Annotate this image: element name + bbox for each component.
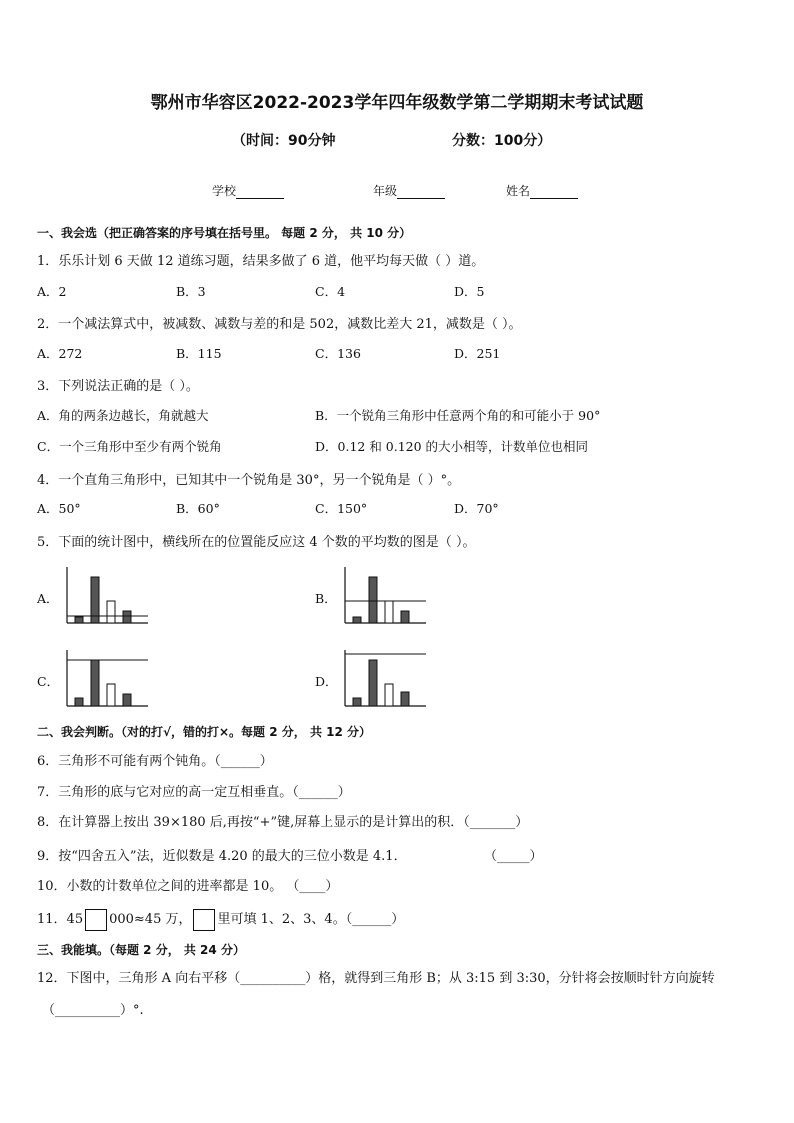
question-9: 9．按“四舍五入”法，近似数是 4.20 的最大的三位小数是 4.1． — [37, 849, 407, 864]
chart-b-bar-3 — [385, 601, 393, 623]
grade-blank[interactable] — [397, 186, 445, 199]
question-2: 2．一个减法算式中，被减数、减数与差的和是 502，减数比差大 21，减数是（ ）。 — [37, 317, 522, 332]
name-label: 姓名 — [506, 184, 531, 198]
q3-option-d[interactable]: D．0.12 和 0.120 的大小相等，计数单位也相同 — [315, 439, 589, 454]
q5-option-c[interactable]: C． — [37, 674, 60, 689]
q5-option-d[interactable]: D． — [315, 674, 338, 689]
chart-b-bar-2 — [369, 577, 377, 623]
q5-chart-b — [340, 565, 428, 625]
grade-field[interactable] — [373, 182, 445, 199]
q11-text-c: 里可填 1、2、3、4。（______） — [217, 912, 405, 927]
q1-option-a[interactable]: A．2 — [37, 284, 67, 299]
question-3: 3．下列说法正确的是（ ）。 — [37, 379, 199, 394]
question-5: 5．下面的统计图中，横线所在的位置能反应这 4 个数的平均数的图是（ ）。 — [37, 535, 476, 550]
chart-a-bar-3 — [107, 601, 115, 623]
q3-option-b[interactable]: B．一个锐角三角形中任意两个角的和可能小于 90° — [315, 408, 601, 423]
question-7: 7．三角形的底与它对应的高一定互相垂直。（______） — [37, 785, 351, 800]
school-label: 学校 — [212, 184, 237, 198]
question-6: 6．三角形不可能有两个钝角。（______） — [37, 754, 273, 769]
q11-box-2[interactable] — [193, 909, 215, 931]
q2-option-b[interactable]: B．115 — [176, 346, 222, 361]
question-12-line2: （__________）°. — [42, 1003, 144, 1018]
exam-time: （时间：90分钟 — [232, 133, 336, 149]
q5-chart-c — [62, 648, 150, 708]
question-11 — [37, 908, 404, 931]
q5-option-a[interactable]: A． — [37, 591, 59, 606]
section2-heading: 二、我会判断。（对的打√，错的打×。每题 2 分， 共 12 分） — [37, 725, 371, 739]
exam-title: 鄂州市华容区2022-2023学年四年级数学第二学期期末考试试题 — [150, 93, 644, 113]
q11-text-b: 000≈45 万， — [109, 912, 192, 927]
q3-option-c[interactable]: C．一个三角形中至少有两个锐角 — [37, 439, 222, 454]
chart-b-bar-4 — [401, 611, 409, 623]
chart-a-bar-1 — [75, 617, 83, 623]
chart-c-bar-1 — [75, 698, 83, 706]
q11-box-1[interactable] — [85, 909, 107, 931]
q5-chart-d — [340, 648, 428, 708]
school-field[interactable] — [212, 182, 284, 199]
chart-c-bar-4 — [123, 694, 131, 706]
q2-option-d[interactable]: D．251 — [454, 346, 501, 361]
name-field[interactable] — [506, 182, 578, 199]
chart-d-bar-3 — [385, 684, 393, 706]
question-12-line1: 12．下图中，三角形 A 向右平移（__________）格，就得到三角形 B；从 3:15 到 3:30，分针将会按顺时针方向旋转 — [37, 971, 715, 986]
chart-d-bar-2 — [369, 660, 377, 706]
name-blank[interactable] — [530, 186, 578, 199]
q4-option-a[interactable]: A．50° — [37, 501, 81, 516]
chart-b-bar-1 — [353, 617, 361, 623]
grade-label: 年级 — [373, 184, 398, 198]
question-8: 8．在计算器上按出 39×180 后,再按“+”键,屏幕上显示的是计算出的积．（_______） — [37, 815, 529, 830]
chart-d-bar-1 — [353, 698, 361, 706]
q11-text-a: 11．45 — [37, 912, 84, 927]
q5-option-b[interactable]: B． — [315, 591, 337, 606]
q9-answer-blank[interactable]: （_____） — [484, 849, 543, 864]
q4-option-c[interactable]: C．150° — [315, 501, 368, 516]
chart-a-bar-4 — [123, 611, 131, 623]
question-4: 4．一个直角三角形中，已知其中一个锐角是 30°，另一个锐角是（ ）°。 — [37, 473, 461, 488]
q2-option-c[interactable]: C．136 — [315, 346, 361, 361]
q5-chart-a — [62, 565, 150, 625]
chart-c-bar-3 — [107, 684, 115, 706]
q3-option-a[interactable]: A．角的两条边越长，角就越大 — [37, 408, 209, 423]
chart-d-bar-4 — [401, 692, 409, 706]
q2-option-a[interactable]: A．272 — [37, 346, 83, 361]
q4-option-d[interactable]: D．70° — [454, 501, 499, 516]
chart-c-bar-2 — [91, 660, 99, 706]
q1-option-b[interactable]: B．3 — [176, 284, 206, 299]
question-1: 1．乐乐计划 6 天做 12 道练习题，结果多做了 6 道，他平均每天做（ ）道。 — [37, 254, 485, 269]
q1-option-d[interactable]: D．5 — [454, 284, 485, 299]
exam-score: 分数：100分） — [452, 133, 552, 149]
section1-heading: 一、我会选（把正确答案的序号填在括号里。 每题 2 分， 共 10 分） — [37, 226, 412, 240]
q1-option-c[interactable]: C．4 — [315, 284, 346, 299]
question-10: 10．小数的计数单位之间的进率都是 10。 （____） — [37, 879, 339, 894]
q4-option-b[interactable]: B．60° — [176, 501, 220, 516]
school-blank[interactable] — [236, 186, 284, 199]
section3-heading: 三、我能填。（每题 2 分， 共 24 分） — [37, 943, 245, 957]
